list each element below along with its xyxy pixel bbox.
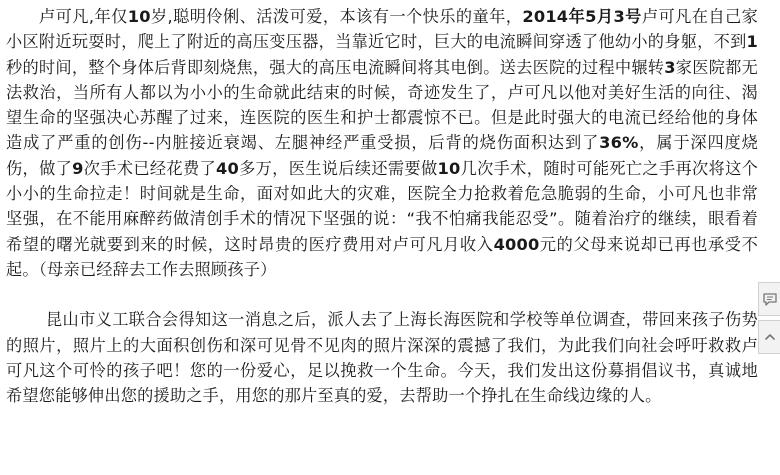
collapse-icon [764, 331, 776, 343]
article-body [6, 4, 758, 408]
text-segment: 元的父母来说却已再也承受不起。（母亲已经辞去工作去照顾孩子） [6, 234, 758, 279]
text-segment: ，属于深四度烧伤，做了 [6, 133, 758, 178]
seconds-number: 1 [746, 32, 758, 52]
surgery-count: 9 [72, 158, 84, 178]
comment-icon [763, 292, 777, 306]
paragraph-1 [6, 4, 758, 282]
text-segment: 家医院都无法救治，当所有人都以为小小的生命就此结束的时候，奇迹发生了，卢可凡以他对美好生活的向往、渴望生命的坚强决心苏醒了过来，连医院的医生和护士都震惊不已。但是此时强大的电流已经给他的身体造成了严重的创伤--内脏接近衰竭、左腿神经严重受损，后背的烧伤面积达到了 [6, 57, 758, 153]
accident-date: 2014年5月3号 [522, 7, 642, 26]
hospital-count: 3 [664, 57, 676, 77]
text-segment: 岁,聪明伶俐、活泼可爱，本该有一个快乐的童年， [150, 7, 523, 26]
future-surgery-count: 10 [437, 158, 461, 178]
collapse-button[interactable] [758, 320, 780, 354]
income-number: 4000 [493, 234, 540, 254]
text-segment: 次手术已经花费了 [83, 158, 217, 178]
paragraph-2: 昆山市义工联合会得知这一消息之后，派人去了上海长海医院和学校等单位调查，带回来孩子伤势的照片，照片上的大面积创伤和深可见骨不见肉的照片深深的震撼了我们，为此我们向社会呼吁救救卢可凡这个可怜的孩子吧！您的一份爱心，足以挽救一个生命。今天，我们发出这份募捐倡议书，真诚地希望您能够伸出您的援助之手，用您的那片至真的爱，去帮助一个挣扎在生命线边缘的人。 [6, 310, 758, 406]
burn-percentage: 36% [599, 133, 639, 153]
text-segment: 秒的时间，整个身体后背即刻烧焦，强大的高压电流瞬间将其电倒。送去医院的过程中辗转 [6, 57, 665, 77]
text-segment: 卢可凡,年仅 [39, 7, 128, 26]
text-segment: 几次手术，随时可能死亡之手再次将这个小小的生命拉走！时间就是生命，面对如此大的灾难，医院全力抢救着危急脆弱的生命，小可凡也非常坚强，在不能用麻醉药做清创手术的情况下坚强的说：“我不怕痛我能忍受”。随着治疗的继续，眼看着希望的曙光就要到来的时候，这时昂贵的医疗费用对卢可凡月收入 [6, 158, 758, 254]
text-segment: 多万，医生说后续还需要做 [238, 158, 438, 178]
side-toolbar [758, 282, 780, 358]
age-number: 10 [127, 7, 151, 26]
text-segment: 卢可凡在自己家小区附近玩耍时，爬上了附近的高压变压器，当靠近它时，巨大的电流瞬间穿透了他幼小的身躯，不到 [6, 7, 758, 52]
cost-number: 40 [216, 158, 239, 178]
comment-button[interactable] [758, 282, 780, 316]
